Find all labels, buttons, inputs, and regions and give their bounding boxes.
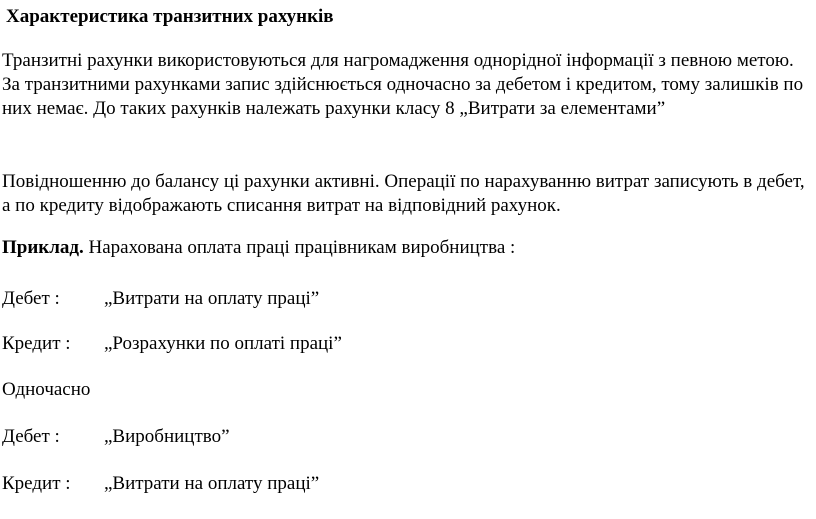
entry-account: „Розрахунки по оплаті праці” [104, 333, 342, 354]
example-text: Нарахована оплата праці працівникам виробництва : [83, 237, 516, 258]
entry-side-label: Дебет : [2, 288, 60, 309]
entry-debit-1 [2, 287, 319, 311]
entry-side-label: Кредит : [2, 473, 71, 494]
document-title: Характеристика транзитних рахунків [6, 6, 334, 27]
paragraph-definition: Транзитні рахунки використовуються для нагромадження однорідної інформації з певною метою. За транзитними рахунками запис здійснюється одночасно за дебетом і кредитом, тому залишків по них немає. До таких рахунків належать рахунки класу 8 „Витрати за елементами” [2, 50, 804, 119]
example-line [2, 236, 814, 260]
entry-side-label: Кредит : [2, 333, 71, 354]
paragraph-balance: Повідношенню до балансу ці рахунки активні. Операції по нарахуванню витрат записують в дебет, а по кредиту відображають списання витрат на відповідний рахунок. [2, 171, 805, 216]
simultaneously-label: Одночасно [2, 379, 91, 400]
entry-credit-2 [2, 472, 319, 496]
entry-debit-2 [2, 425, 230, 449]
entry-account: „Витрати на оплату праці” [104, 473, 320, 494]
entry-side-label: Дебет : [2, 426, 60, 447]
entry-account: „Витрати на оплату праці” [104, 288, 320, 309]
entry-account: „Виробництво” [104, 426, 230, 447]
example-label: Приклад. [2, 237, 84, 258]
entry-credit-1 [2, 332, 342, 356]
